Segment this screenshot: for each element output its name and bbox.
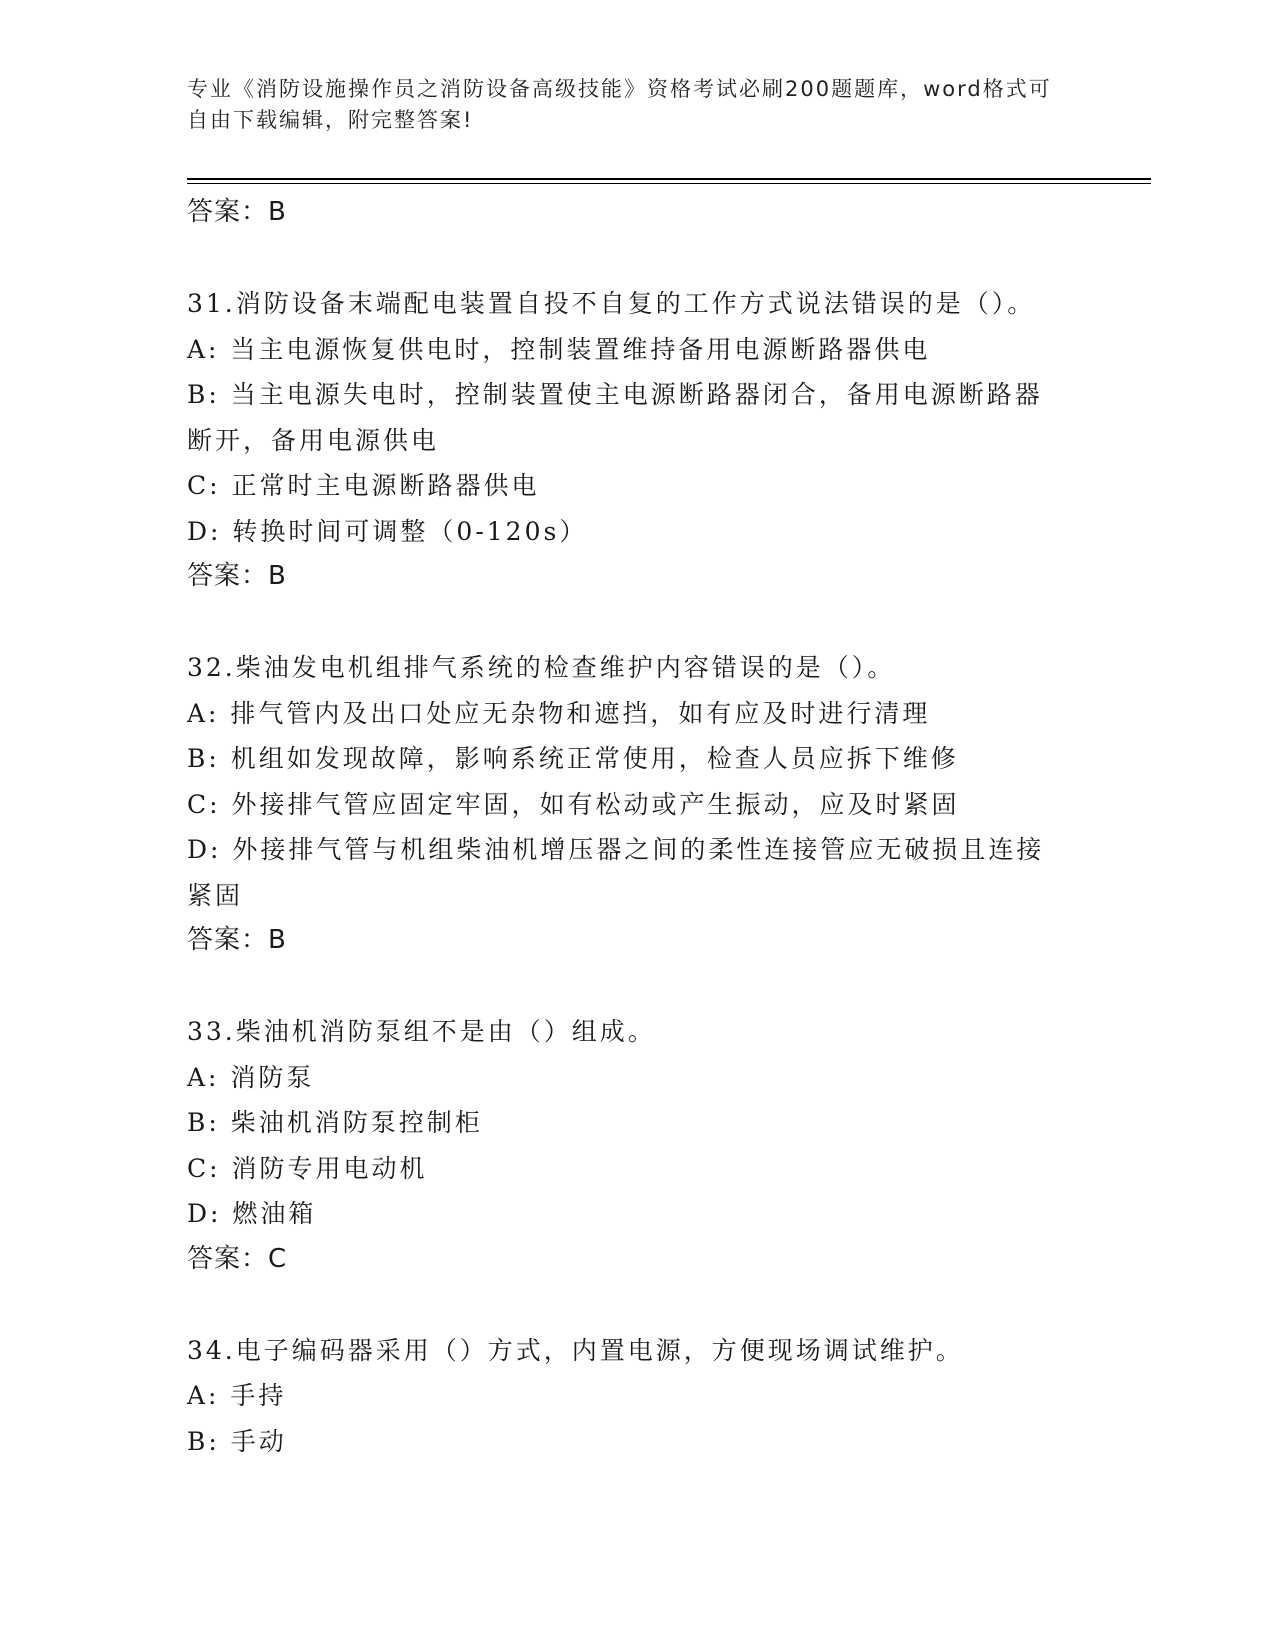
option-b: B: 柴油机消防泵控制柜 bbox=[187, 1108, 483, 1137]
answer-line: 答案：C bbox=[187, 1243, 288, 1274]
option-c: C: 正常时主电源断路器供电 bbox=[187, 471, 540, 500]
option-b: B: 当主电源失电时，控制装置使主电源断路器闭合，备用电源断路器断开，备用电源供电 bbox=[187, 380, 1043, 455]
question-stem: 32.柴油发电机组排气系统的检查维护内容错误的是（）。 bbox=[187, 653, 896, 682]
option-b: B: 手动 bbox=[187, 1426, 287, 1456]
question-block bbox=[187, 645, 1087, 964]
question-stem: 33.柴油机消防泵组不是由（）组成。 bbox=[187, 1017, 656, 1046]
question-block bbox=[187, 1328, 1087, 1465]
header-rule bbox=[187, 178, 1151, 180]
option-a: A: 排气管内及出口处应无杂物和遮挡，如有应及时进行清理 bbox=[187, 698, 931, 728]
question-stem: 34.电子编码器采用（）方式，内置电源，方便现场调试维护。 bbox=[187, 1335, 964, 1365]
answer-line: 答案：B bbox=[187, 561, 287, 591]
option-b: B: 机组如发现故障，影响系统正常使用，检查人员应拆下维修 bbox=[187, 744, 959, 773]
option-d: D: 转换时间可调整（0-120s） bbox=[187, 516, 588, 546]
option-a: A: 消防泵 bbox=[187, 1062, 315, 1092]
header-rule-thin bbox=[187, 183, 1151, 184]
question-block bbox=[187, 1009, 1087, 1282]
option-c: C: 消防专用电动机 bbox=[187, 1153, 428, 1183]
question-block bbox=[187, 281, 1087, 600]
document-header: 专业《消防设施操作员之消防设备高级技能》资格考试必刷200题题库，word格式可自由下载编辑，附完整答案! bbox=[187, 77, 1052, 132]
option-c: C: 外接排气管应固定牢固，如有松动或产生振动，应及时紧固 bbox=[187, 789, 960, 819]
answer-line: 答案：B bbox=[187, 925, 287, 955]
question-stem: 31.消防设备末端配电装置自投不自复的工作方式说法错误的是（）。 bbox=[187, 289, 1036, 318]
option-a: A: 当主电源恢复供电时，控制装置维持备用电源断路器供电 bbox=[187, 334, 931, 364]
option-d: D: 外接排气管与机组柴油机增压器之间的柔性连接管应无破损且连接紧固 bbox=[187, 835, 1045, 910]
question-list bbox=[187, 190, 1087, 1464]
option-a: A: 手持 bbox=[187, 1381, 287, 1410]
option-d: D: 燃油箱 bbox=[187, 1199, 317, 1228]
answer-line: 答案：B bbox=[187, 197, 287, 227]
